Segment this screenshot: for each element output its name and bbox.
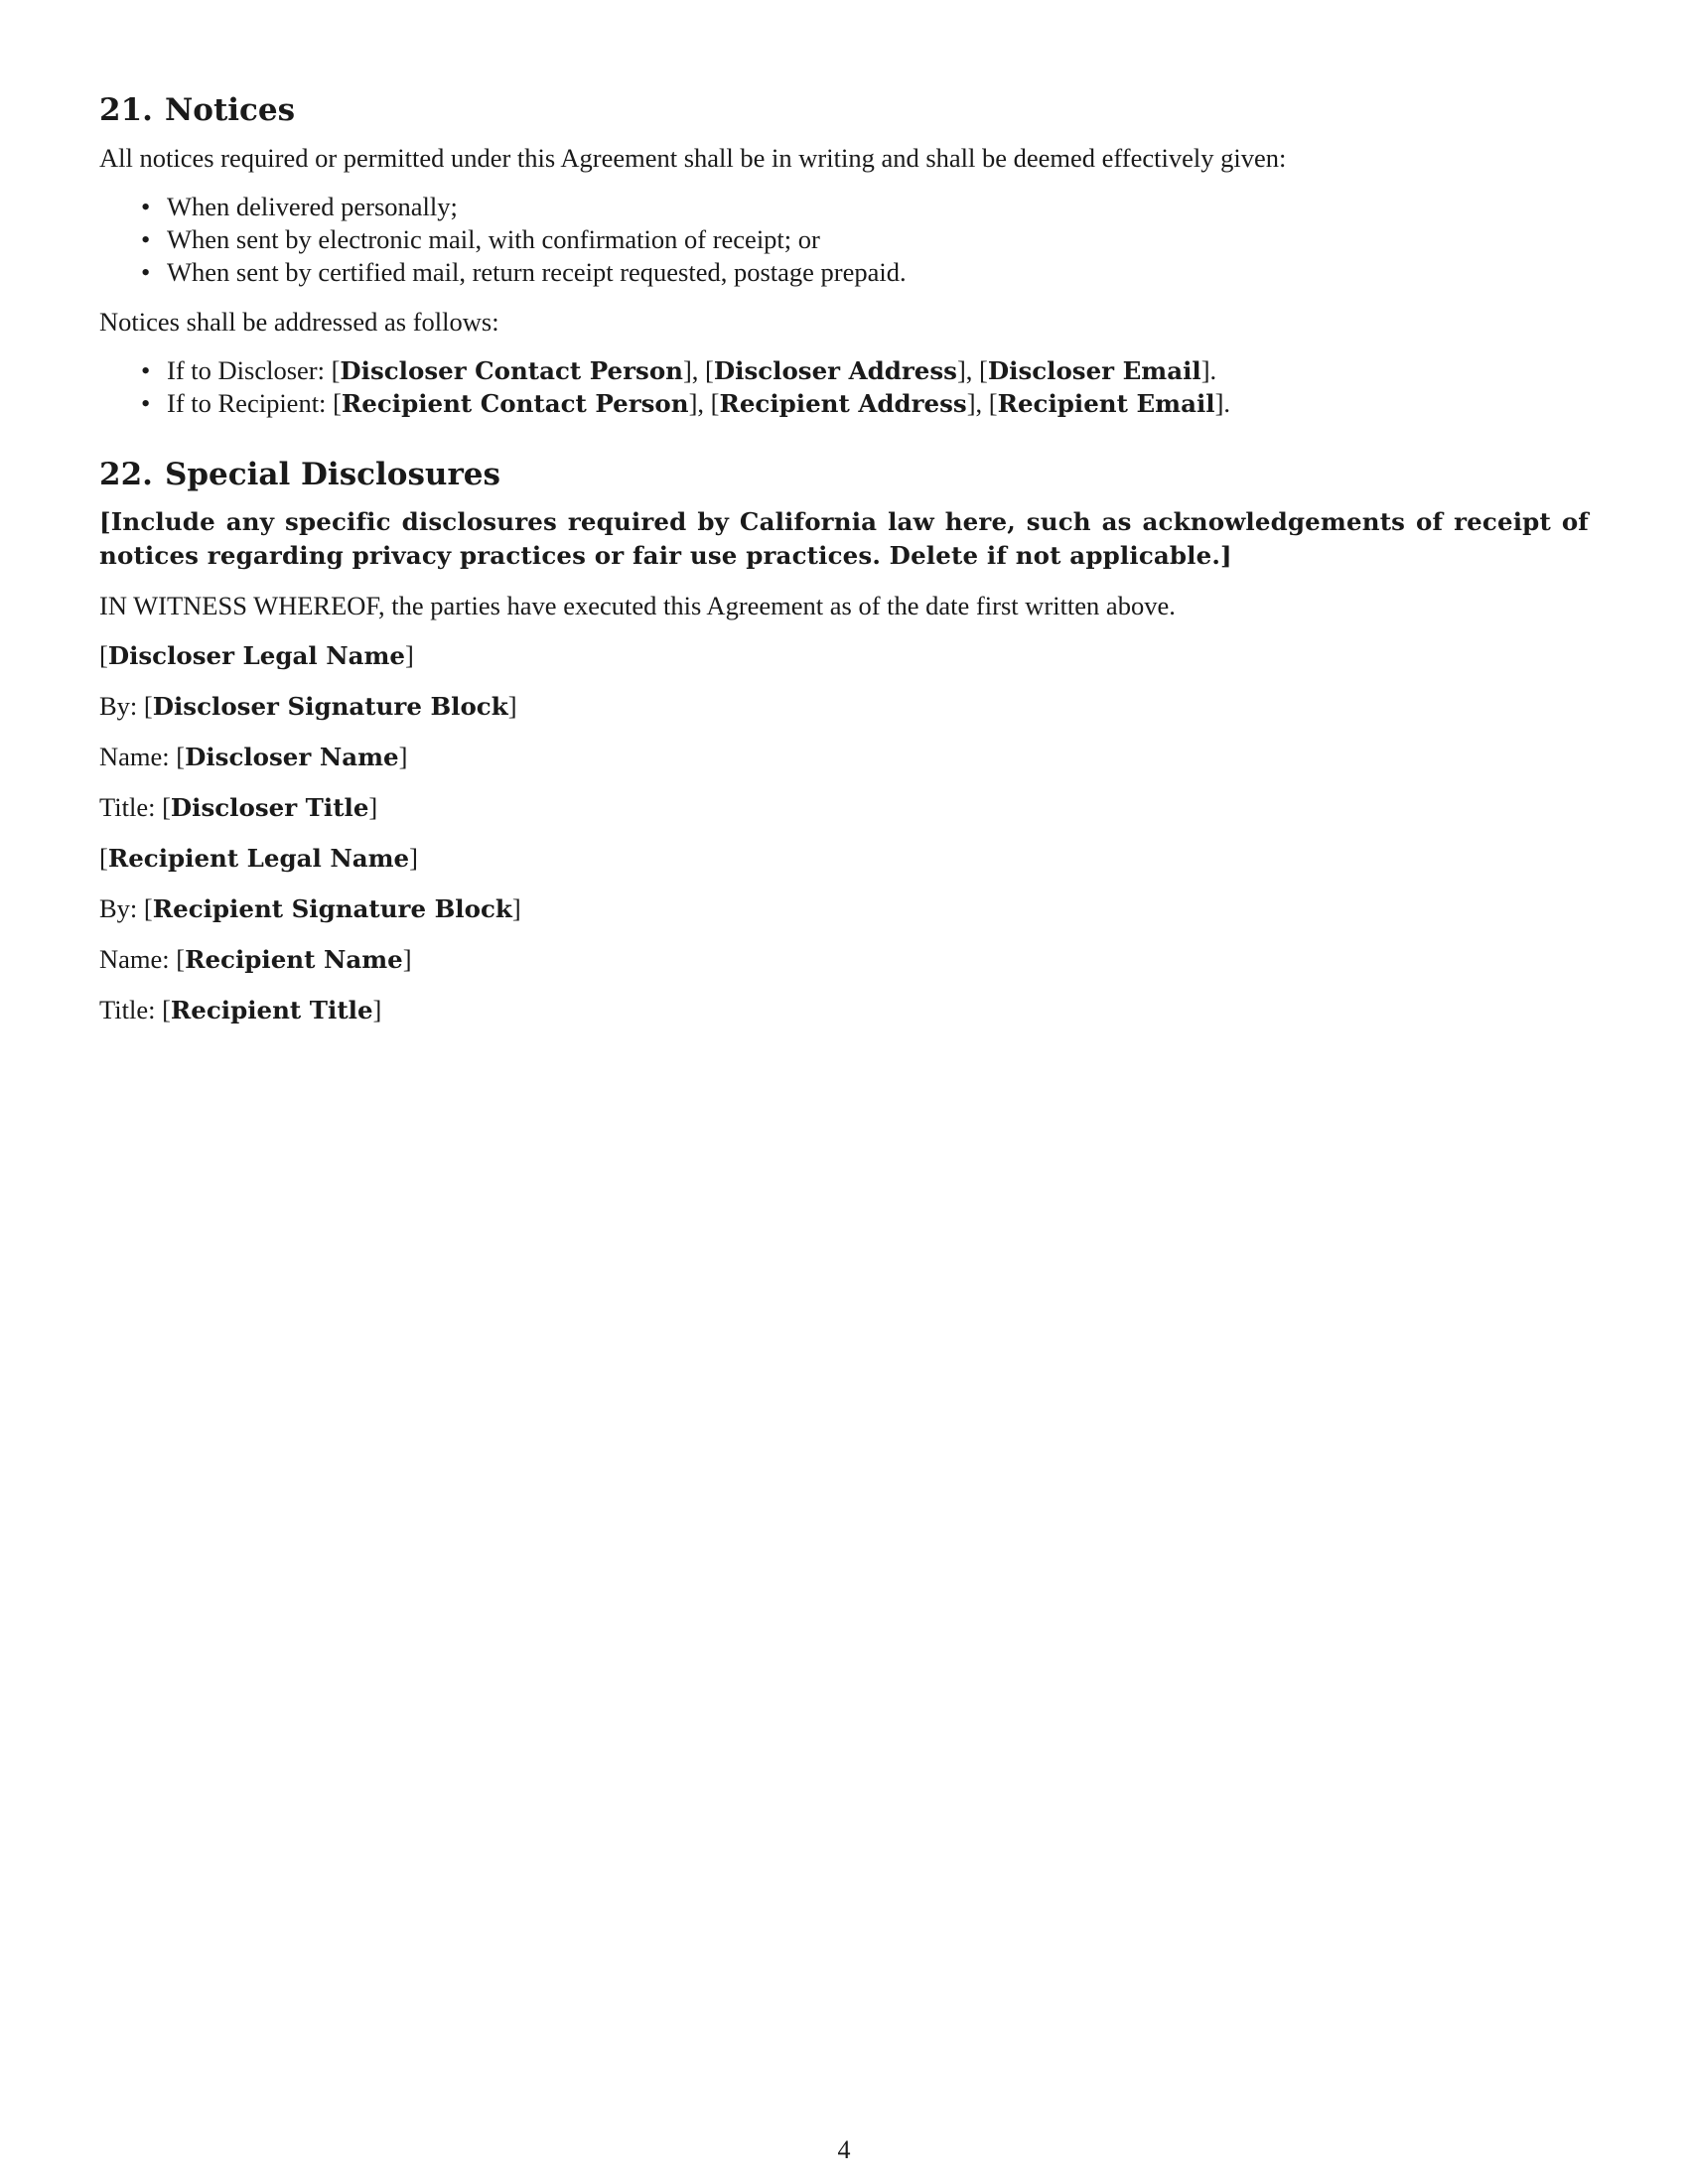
signature-placeholder: Discloser Signature Block bbox=[152, 692, 508, 721]
address-label: If to Recipient: bbox=[167, 388, 334, 418]
section-title: Notices bbox=[164, 92, 296, 128]
section-title: Special Disclosures bbox=[164, 457, 500, 492]
page-number: 4 bbox=[837, 2135, 851, 2164]
legal-name-line: [Recipient Legal Name] bbox=[99, 843, 418, 873]
name-line: Name: [Recipient Name] bbox=[99, 944, 412, 974]
address-intro: Notices shall be addressed as follows: bbox=[99, 307, 499, 337]
name-placeholder: Discloser Name bbox=[185, 743, 399, 771]
title-line: Title: [Discloser Title] bbox=[99, 792, 378, 822]
title-label: Title: bbox=[99, 792, 163, 822]
address-recipient: • If to Recipient: [Recipient Contact Person], [Recipient Address], [Recipient Email]. bbox=[99, 387, 1589, 420]
title-placeholder: Discloser Title bbox=[170, 793, 369, 822]
address-placeholder: Discloser Address bbox=[713, 356, 957, 385]
legal-name-line: [Discloser Legal Name] bbox=[99, 640, 414, 670]
signature-block-discloser bbox=[99, 638, 1589, 825]
by-label: By: bbox=[99, 893, 144, 923]
title-line: Title: [Recipient Title] bbox=[99, 995, 382, 1024]
name-label: Name: bbox=[99, 944, 177, 974]
email-placeholder: Recipient Email bbox=[997, 389, 1215, 418]
signature-placeholder: Recipient Signature Block bbox=[152, 894, 512, 923]
title-placeholder: Recipient Title bbox=[170, 996, 373, 1024]
by-label: By: bbox=[99, 691, 144, 721]
section-21-heading bbox=[99, 89, 1589, 131]
signature-block-recipient bbox=[99, 841, 1589, 1027]
list-item: • When delivered personally; bbox=[99, 191, 1589, 223]
notices-intro: All notices required or permitted under this Agreement shall be in writing and shall be deemed effectively given: bbox=[99, 143, 1287, 173]
legal-name: Recipient Legal Name bbox=[107, 844, 410, 873]
contact-placeholder: Recipient Contact Person bbox=[341, 389, 689, 418]
section-22-heading bbox=[99, 454, 1589, 495]
witness-clause: IN WITNESS WHEREOF, the parties have executed this Agreement as of the date first written above. bbox=[99, 591, 1176, 620]
section-number: 21. bbox=[99, 92, 153, 128]
addresses-list bbox=[99, 354, 1589, 420]
delivery-methods-list bbox=[99, 191, 1589, 289]
legal-name: Discloser Legal Name bbox=[107, 641, 405, 670]
address-placeholder: Recipient Address bbox=[719, 389, 967, 418]
name-placeholder: Recipient Name bbox=[185, 945, 403, 974]
contact-placeholder: Discloser Contact Person bbox=[340, 356, 683, 385]
list-item: • When sent by electronic mail, with confirmation of receipt; or bbox=[99, 223, 1589, 256]
special-disclosures-note: [Include any specific disclosures required by California law here, such as acknowledgements of receipt of notices regarding privacy practices or fair use practices. Delete if not applicable.] bbox=[99, 507, 1589, 570]
email-placeholder: Discloser Email bbox=[987, 356, 1201, 385]
document-page bbox=[99, 89, 1589, 1043]
name-line: Name: [Discloser Name] bbox=[99, 742, 408, 771]
by-line: By: [Recipient Signature Block] bbox=[99, 893, 521, 923]
title-label: Title: bbox=[99, 995, 163, 1024]
address-label: If to Discloser: bbox=[167, 355, 332, 385]
by-line: By: [Discloser Signature Block] bbox=[99, 691, 517, 721]
section-number: 22. bbox=[99, 457, 153, 492]
list-item: • When sent by certified mail, return receipt requested, postage prepaid. bbox=[99, 256, 1589, 289]
address-discloser: • If to Discloser: [Discloser Contact Person], [Discloser Address], [Discloser Email]. bbox=[99, 354, 1589, 387]
name-label: Name: bbox=[99, 742, 177, 771]
